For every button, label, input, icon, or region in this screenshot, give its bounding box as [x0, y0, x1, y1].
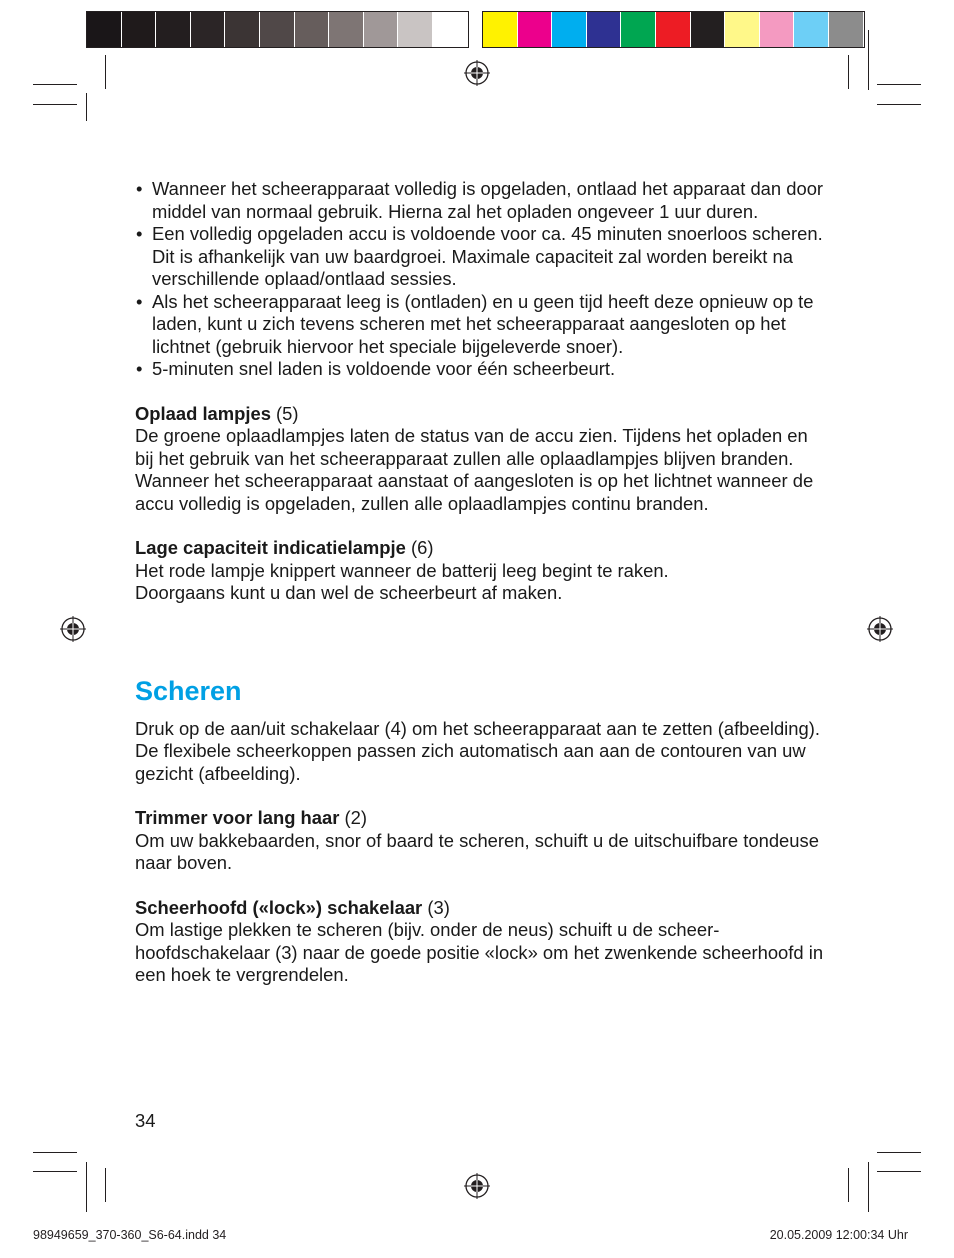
process-color-bar	[482, 11, 865, 48]
bullet-symbol: •	[136, 178, 143, 199]
color-swatch	[364, 12, 399, 47]
registration-mark-icon	[60, 616, 86, 642]
crop-mark	[33, 84, 77, 85]
bullet-text: Een volledig opgeladen accu is voldoende voor ca. 45 minuten snoerloos scheren. Dit is afhankelijk van uw baardgroei. Maximale capaciteit zal worden bereikt na verschillende oplaad/ontlaad sessies.	[152, 223, 823, 289]
section-text: Om lastige plekken te scheren (bijv. onder de neus) schuift u de scheer-hoofdschakelaar (3) naar de goede positie «lock» om het zwenkende scheerhoofd in een hoek te vergrendelen.	[135, 919, 824, 985]
section-oplaad-lampjes	[135, 403, 825, 516]
color-swatch	[552, 12, 587, 47]
color-swatch	[483, 12, 518, 47]
bullet-list	[135, 178, 825, 381]
color-swatch	[621, 12, 656, 47]
crop-mark	[86, 1162, 87, 1212]
color-swatch	[156, 12, 191, 47]
list-item	[135, 223, 825, 291]
crop-mark	[105, 1168, 106, 1202]
slug-file-info: 98949659_370-360_S6-64.indd 34	[33, 1228, 227, 1242]
section-ref: (5)	[270, 402, 299, 424]
color-swatch	[794, 12, 829, 47]
bullet-text: 5-minuten snel laden is voldoende voor één scheerbeurt.	[152, 358, 616, 379]
grayscale-color-bar	[86, 11, 469, 48]
registration-mark-icon	[464, 1173, 490, 1199]
section-title: Lage capaciteit indicatielampje	[135, 537, 406, 558]
crop-mark	[105, 55, 106, 89]
bullet-text: Wanneer het scheerapparaat volledig is opgeladen, ontlaad het apparaat dan door middel van normaal gebruik. Hierna zal het opladen ongeveer 1 uur duren.	[152, 178, 824, 222]
section-text: De groene oplaadlampjes laten de status van de accu zien. Tijdens het opladen en bij het gebruik van het scheerapparaat zullen alle oplaadlampjes blijven branden. Wanneer het scheerapparaat aanstaat of aangesloten is op het lichtnet wanneer de accu volledig is opgeladen, zullen alle oplaadlampjes continu branden.	[135, 425, 814, 514]
color-swatch	[725, 12, 760, 47]
section-ref: (3)	[422, 896, 450, 918]
color-swatch	[191, 12, 226, 47]
crop-mark	[868, 30, 869, 90]
bullet-symbol: •	[136, 223, 143, 244]
page-number: 34	[135, 1110, 156, 1131]
crop-mark	[877, 104, 921, 105]
color-swatch	[122, 12, 157, 47]
color-swatch	[87, 12, 122, 47]
section-title: Trimmer voor lang haar	[135, 807, 340, 828]
section-text: Het rode lampje knippert wanneer de batterij leeg begint te raken.	[135, 559, 669, 581]
crop-mark	[877, 1171, 921, 1172]
color-swatch	[295, 12, 330, 47]
section-text: Om uw bakkebaarden, snor of baard te scheren, schuift u de uitschuifbare tondeuse naar boven.	[135, 829, 819, 873]
registration-mark-icon	[867, 616, 893, 642]
crop-mark	[33, 1152, 77, 1153]
section-ref: (2)	[339, 807, 368, 828]
section-lock	[135, 897, 825, 987]
crop-mark	[86, 93, 87, 121]
list-item	[135, 358, 825, 381]
color-swatch	[433, 12, 468, 47]
section-text: Doorgaans kunt u dan wel de scheerbeurt af maken.	[135, 582, 563, 603]
section-heading-scheren: Scheren	[135, 675, 242, 706]
color-swatch	[225, 12, 260, 47]
bullet-text: Als het scheerapparaat leeg is (ontladen) en u geen tijd heeft deze opnieuw op te laden, kunt u zich tevens scheren met het scheerapparaat aangesloten op het lichtnet (gebruik hiervoor het speciale bijgeleverde snoer).	[152, 290, 814, 357]
color-swatch	[691, 12, 726, 47]
color-swatch	[760, 12, 795, 47]
section-title: Oplaad lampjes	[135, 402, 271, 424]
section-title: Scheerhoofd («lock») schakelaar	[135, 896, 423, 918]
section-text: Druk op de aan/uit schakelaar (4) om het scheerapparaat aan te zetten (afbeelding).	[135, 717, 820, 739]
section-ref: (6)	[405, 537, 434, 558]
color-swatch	[829, 12, 864, 47]
crop-mark	[33, 104, 77, 105]
list-item	[135, 178, 825, 223]
crop-mark	[848, 1168, 849, 1202]
crop-mark	[877, 1152, 921, 1153]
color-swatch	[260, 12, 295, 47]
crop-mark	[33, 1171, 77, 1172]
color-swatch	[656, 12, 691, 47]
bullet-symbol: •	[136, 358, 143, 379]
section-trimmer	[135, 807, 825, 875]
color-swatch	[518, 12, 553, 47]
color-swatch	[398, 12, 433, 47]
color-swatch	[587, 12, 622, 47]
slug-timestamp: 20.05.2009 12:00:34 Uhr	[769, 1228, 908, 1242]
crop-mark	[868, 1162, 869, 1212]
crop-mark	[848, 55, 849, 89]
list-item	[135, 291, 825, 359]
section-text: De flexibele scheerkoppen passen zich automatisch aan aan de contouren van uw gezicht (afbeelding).	[135, 740, 806, 784]
section-lage-capaciteit	[135, 537, 825, 605]
page-content	[135, 178, 825, 987]
bullet-symbol: •	[136, 290, 143, 312]
registration-mark-icon	[464, 60, 490, 86]
crop-mark	[877, 84, 921, 85]
color-swatch	[329, 12, 364, 47]
